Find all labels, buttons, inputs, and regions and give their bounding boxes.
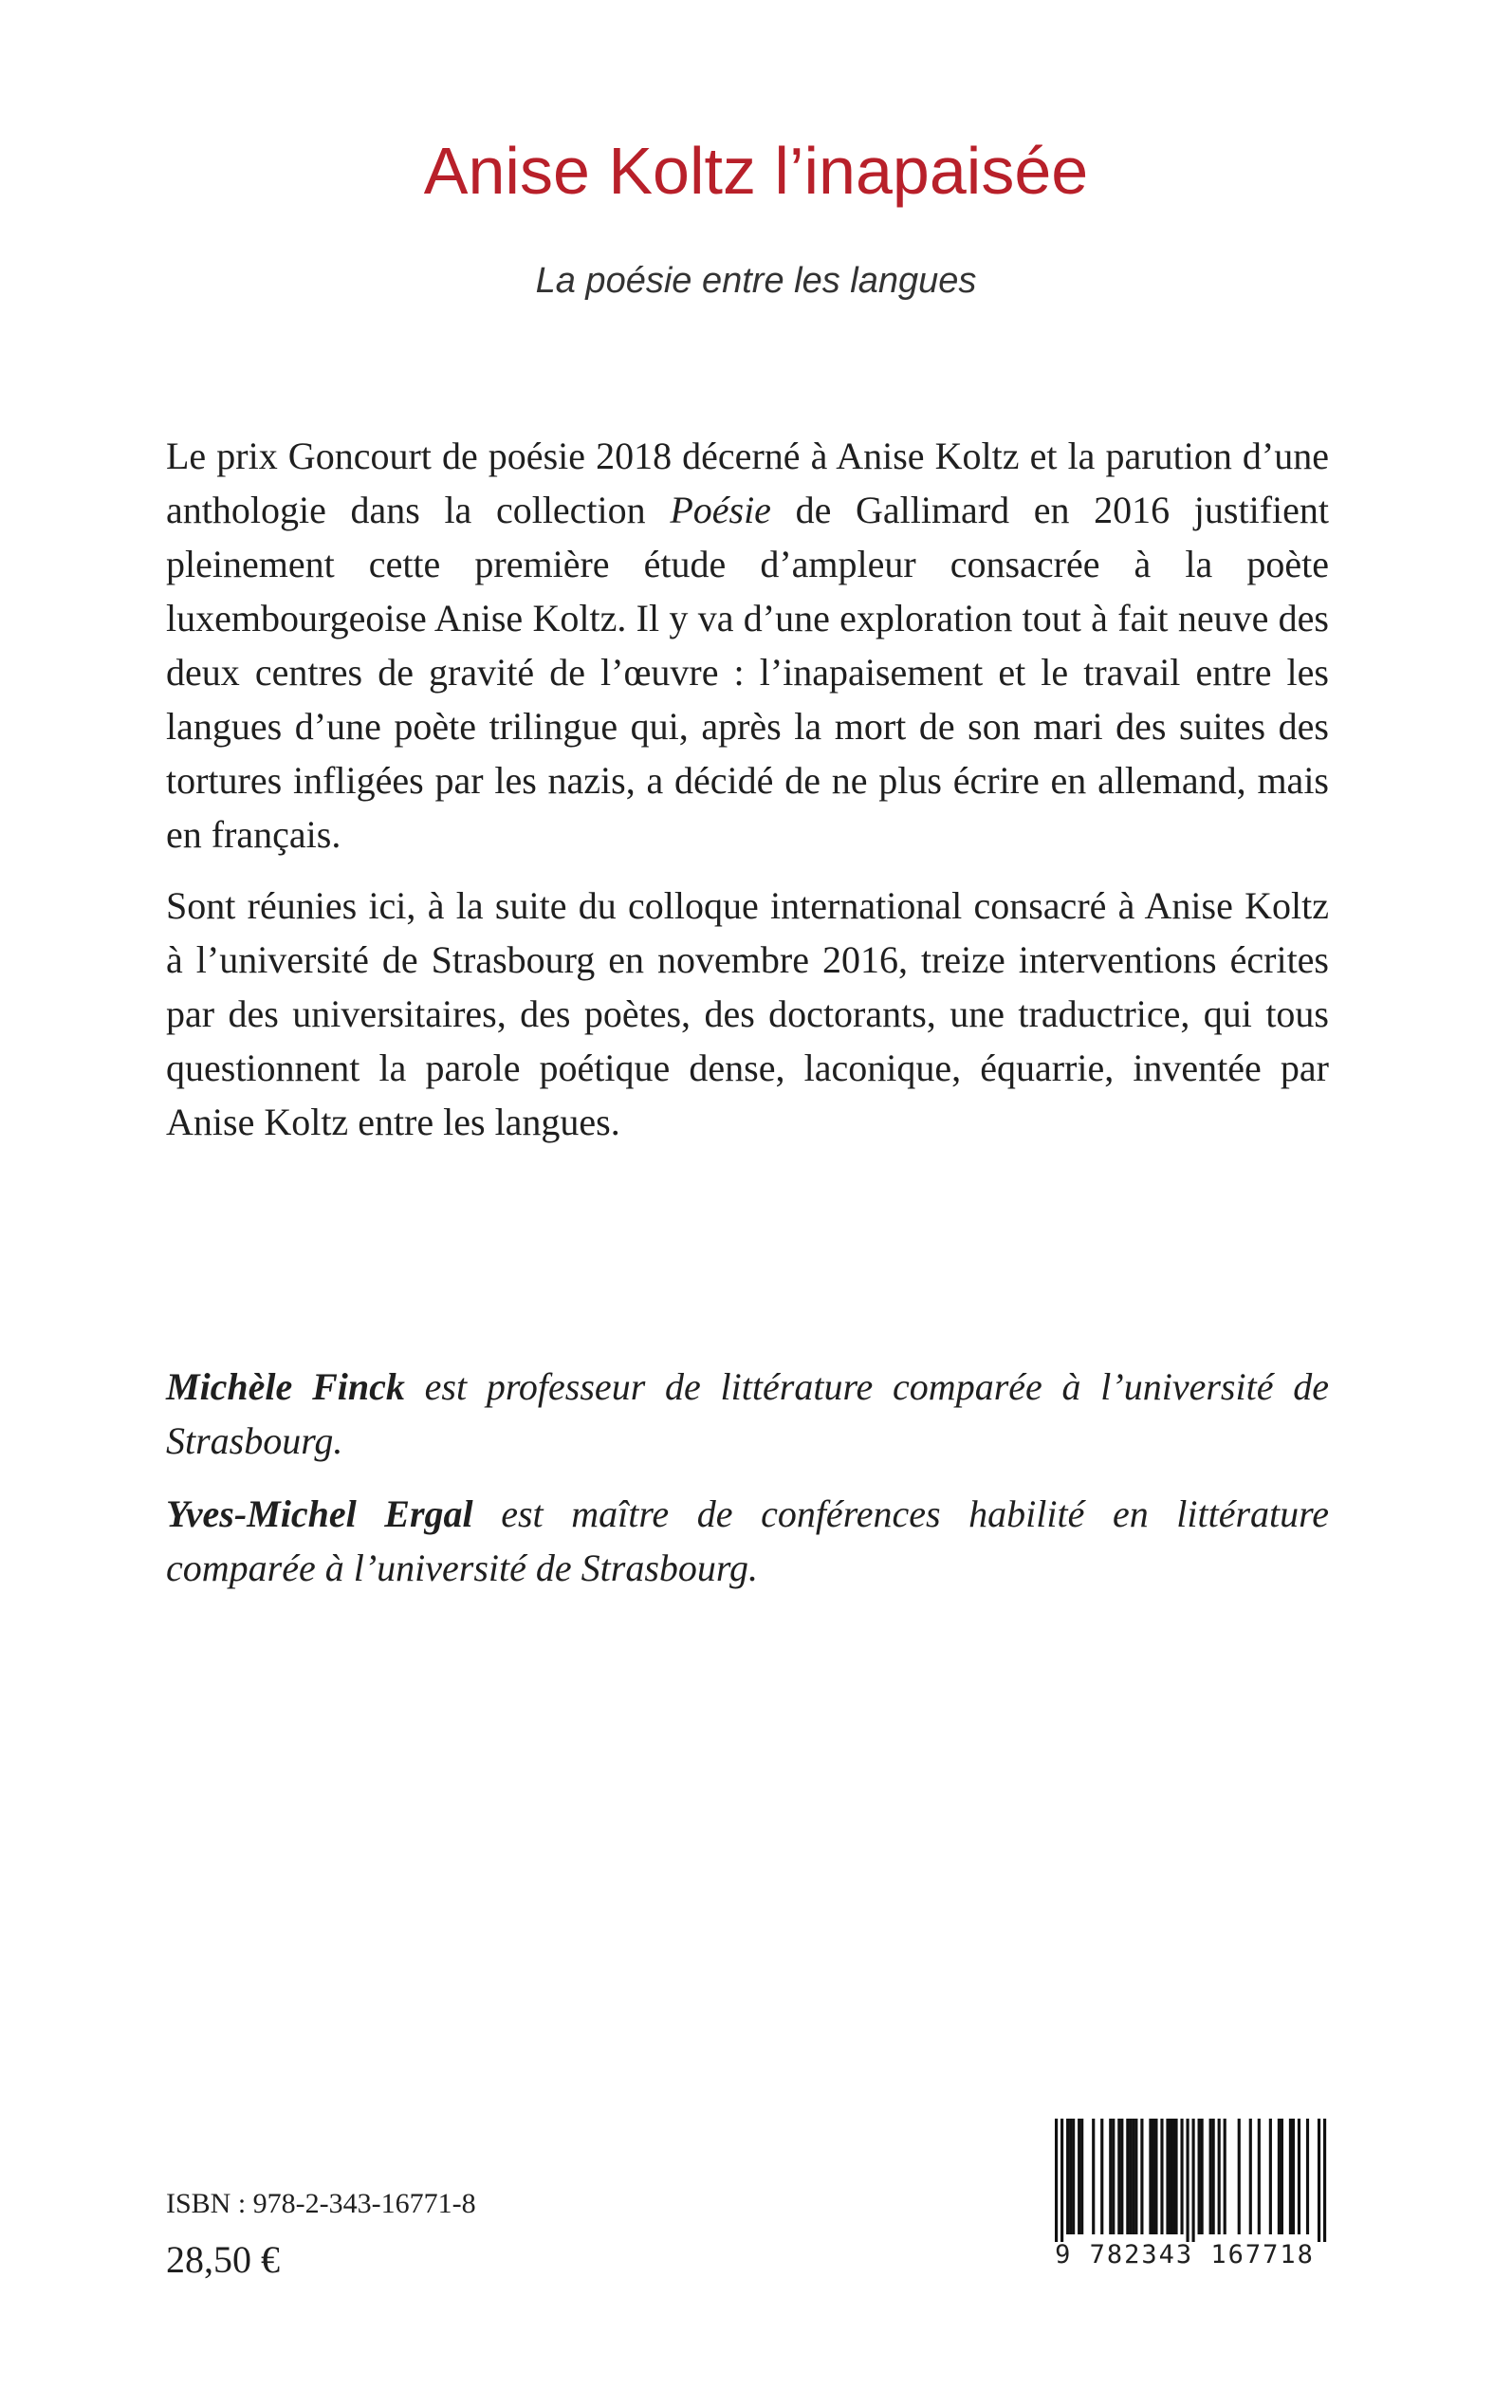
book-title: Anise Koltz l’inapaisée — [423, 134, 1089, 208]
barcode-bar — [1171, 2119, 1174, 2234]
barcode-bar — [1129, 2119, 1132, 2234]
barcode-bar — [1078, 2119, 1080, 2234]
summary-paragraph-2: Sont réunies ici, à la suite du colloque international consacré à Anise Koltz à l’université de Strasbourg en novembre 2016, treize interventions écrites par des universitaires, des poètes, des doctorants, une traductrice, qui tous questionnent la parole poétique dense, laconique, équarrie, inventée par Anise Koltz entre les langues. — [166, 884, 1329, 1143]
barcode-bar — [1201, 2119, 1204, 2234]
barcode-bar — [1306, 2119, 1309, 2234]
author-bio-1 — [166, 1360, 1329, 1468]
book-subtitle: La poésie entre les langues — [535, 261, 977, 301]
barcode-bar — [1069, 2119, 1072, 2234]
barcode-bar — [1198, 2119, 1201, 2234]
summary-paragraph-1-end: de Gallimard en 2016 justifient pleinement cette première étude d’ampleur consacrée à la poète luxembourgeoise Anise Koltz. Il y va d’une exploration tout à fait neuve des deux centres de gravité de l’œuvre : l’inapaisement et le travail entre les langues d’une poète trilingue qui, après la mort de son mari des suites des tortures infligées par les nazis, a décidé de ne plus écrire en allemand, mais en français. — [166, 489, 1330, 856]
author-bios — [166, 1360, 1329, 1614]
barcode-bar — [1154, 2119, 1157, 2234]
barcode-bar — [1298, 2119, 1300, 2234]
barcode-bar — [1209, 2119, 1212, 2234]
barcode-bar — [1192, 2119, 1195, 2242]
barcode-bar — [1140, 2119, 1143, 2234]
barcode-bar — [1055, 2119, 1058, 2242]
barcode-bar — [1134, 2119, 1137, 2234]
barcode-bar — [1060, 2119, 1063, 2242]
collection-name: Poésie — [670, 489, 771, 531]
barcode-bar — [1292, 2119, 1295, 2234]
barcode-bar — [1072, 2119, 1075, 2234]
barcode-bar — [1066, 2119, 1069, 2234]
barcode-bar — [1180, 2119, 1183, 2234]
barcode-bars — [1038, 2119, 1332, 2242]
barcode-bar — [1281, 2119, 1283, 2234]
barcode-bar — [1169, 2119, 1171, 2234]
barcode-bar — [1132, 2119, 1134, 2234]
barcode-bar — [1152, 2119, 1154, 2234]
barcode-bar — [1269, 2119, 1272, 2234]
price-label: 28,50 € — [166, 2238, 280, 2281]
barcode-bar — [1278, 2119, 1281, 2234]
barcode-bar — [1212, 2119, 1215, 2234]
barcode-bar — [1166, 2119, 1169, 2234]
barcode-bar — [1160, 2119, 1163, 2234]
barcode-bar — [1249, 2119, 1252, 2234]
isbn-label: ISBN : 978-2-343-16771-8 — [166, 2188, 476, 2219]
barcode-digits: 9 782343 167718 — [1055, 2240, 1315, 2269]
barcode-bar — [1238, 2119, 1241, 2234]
barcode-bar — [1218, 2119, 1221, 2234]
barcode-bar — [1080, 2119, 1083, 2234]
author-name-2: Yves-Michel Ergal — [166, 1492, 473, 1535]
barcode-bar — [1149, 2119, 1152, 2234]
barcode-bar — [1100, 2119, 1103, 2234]
barcode-bar — [1258, 2119, 1261, 2234]
book-summary — [166, 429, 1329, 1166]
author-bio-text-2: est maître de conférences habilité en littérature comparée à l’université de Strasbourg. — [166, 1492, 1329, 1589]
barcode-bar — [1117, 2119, 1120, 2234]
barcode-bar — [1186, 2119, 1189, 2242]
barcode-bar — [1120, 2119, 1123, 2234]
author-bio-text-1: est professeur de littérature comparée à l’université de Strasbourg. — [166, 1365, 1330, 1462]
summary-paragraph-1-start: Le prix Goncourt de poésie 2018 décerné à Anise Koltz et la parution d’une anthologie dans la collection — [166, 435, 1329, 531]
author-name-1: Michèle Finck — [166, 1365, 405, 1408]
summary-paragraph-1 — [166, 429, 1329, 861]
barcode-bar — [1323, 2119, 1326, 2242]
barcode-bar — [1224, 2119, 1226, 2234]
barcode-bar — [1112, 2119, 1115, 2234]
barcode-bar — [1092, 2119, 1095, 2234]
barcode-bar — [1289, 2119, 1292, 2234]
barcode-bar — [1126, 2119, 1129, 2234]
author-bio-2 — [166, 1487, 1329, 1595]
barcode-bar — [1318, 2119, 1320, 2242]
barcode-bar — [1174, 2119, 1177, 2234]
barcode-bar — [1109, 2119, 1112, 2234]
